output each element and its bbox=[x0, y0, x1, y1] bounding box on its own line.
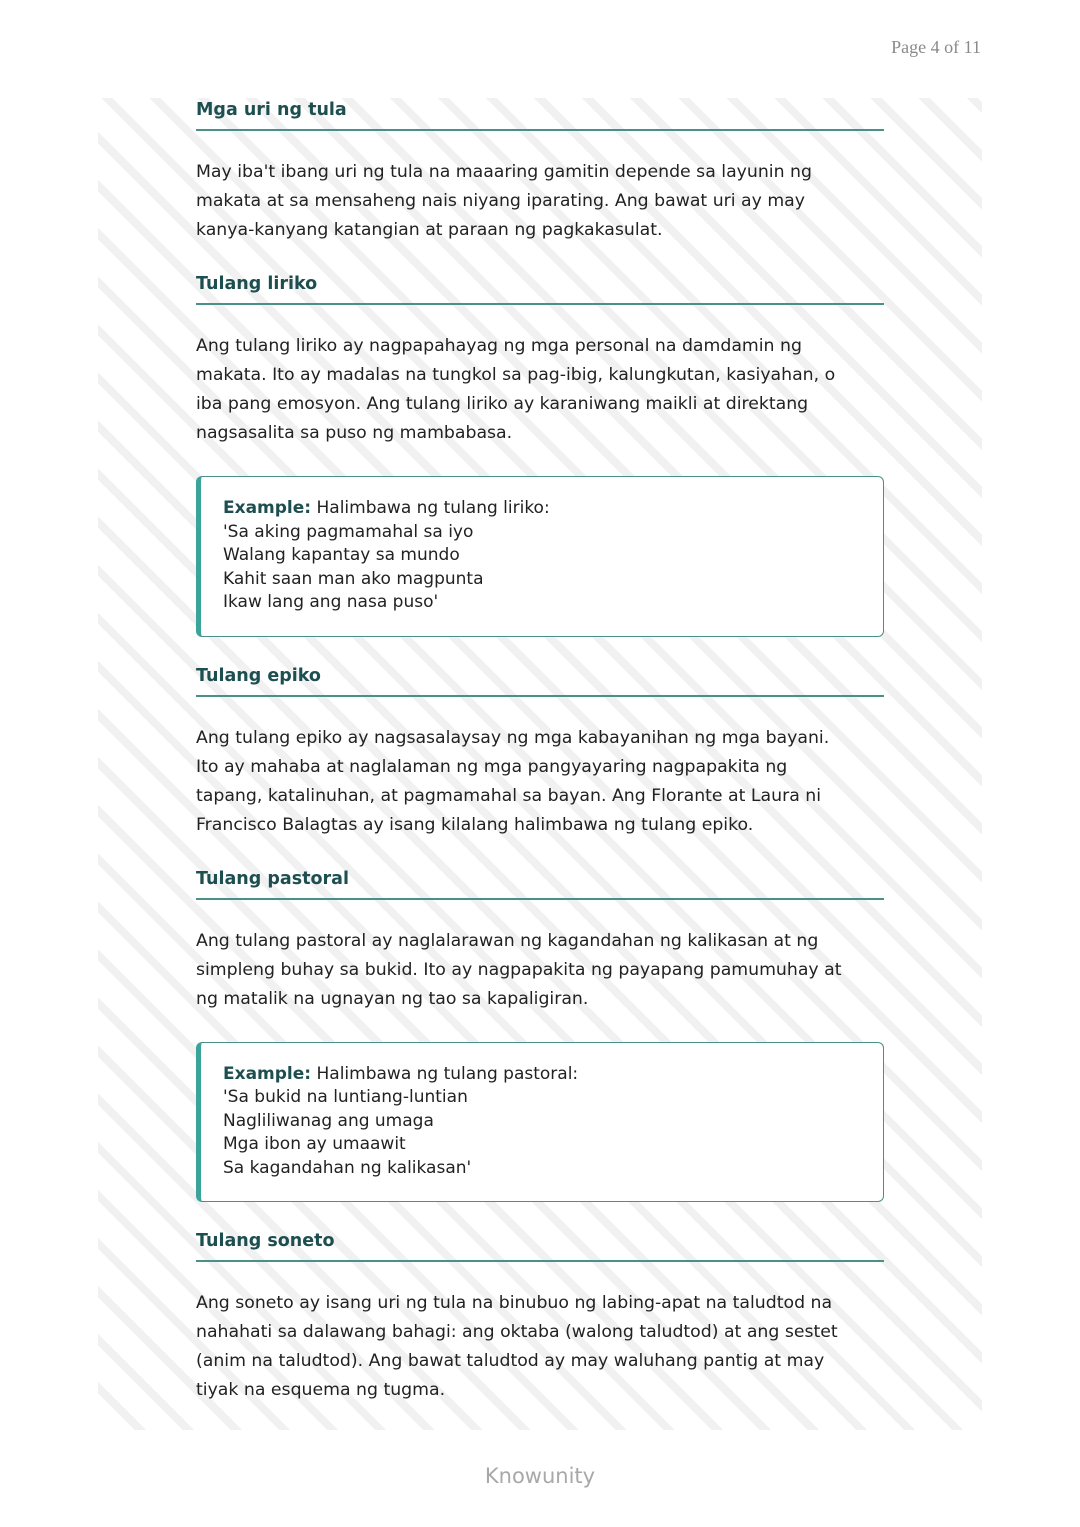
paragraph bbox=[196, 158, 884, 245]
example-box bbox=[196, 476, 884, 637]
paragraph-line: kanya-kanyang katangian at paraan ng pagkakasulat. bbox=[196, 220, 663, 240]
paragraph bbox=[196, 724, 884, 840]
paragraph-line: Francisco Balagtas ay isang kilalang halimbawa ng tulang epiko. bbox=[196, 814, 754, 835]
paragraph-line: iba pang emosyon. Ang tulang liriko ay karaniwang maikli at direktang bbox=[196, 394, 809, 414]
example-line: Nagliliwanag ang umaga bbox=[223, 1110, 434, 1131]
paragraph-line: tapang, katalinuhan, at pagmamahal sa bayan. Ang Florante at Laura ni bbox=[196, 785, 822, 806]
example-line: 'Sa aking pagmamahal sa iyo bbox=[223, 521, 474, 542]
paragraph bbox=[196, 332, 884, 448]
paragraph-line: May iba't ibang uri ng tula na maaaring gamitin depende sa layunin ng bbox=[196, 162, 812, 182]
page-number: Page 4 of 11 bbox=[891, 37, 981, 57]
example-line: Walang kapantay sa mundo bbox=[223, 545, 460, 565]
example-box bbox=[196, 1042, 884, 1203]
example-label: Example: bbox=[223, 498, 312, 518]
paragraph bbox=[196, 1289, 884, 1405]
section-tulang-liriko bbox=[196, 273, 884, 637]
section-heading: Mga uri ng tula bbox=[196, 99, 884, 131]
paragraph-line: nagsasalita sa puso ng mambabasa. bbox=[196, 423, 513, 443]
example-line: Mga ibon ay umaawit bbox=[223, 1134, 406, 1154]
section-heading: Tulang pastoral bbox=[196, 868, 884, 900]
paragraph-line: simpleng buhay sa bukid. Ito ay nagpapakita ng payapang pamumuhay at bbox=[196, 959, 842, 980]
paragraph-line: Ang tulang liriko ay nagpapahayag ng mga personal na damdamin ng bbox=[196, 336, 802, 356]
document-content bbox=[196, 99, 884, 1433]
paragraph-line: Ito ay mahaba at naglalaman ng mga pangyayaring nagpapakita ng bbox=[196, 756, 788, 777]
paragraph bbox=[196, 927, 884, 1014]
section-tulang-epiko bbox=[196, 665, 884, 840]
example-intro-text: Halimbawa ng tulang liriko: bbox=[311, 498, 550, 518]
example-line: Kahit saan man ako magpunta bbox=[223, 568, 484, 589]
section-heading: Tulang soneto bbox=[196, 1230, 884, 1262]
paragraph-line: nahahati sa dalawang bahagi: ang oktaba (walong taludtod) at ang sestet bbox=[196, 1322, 838, 1342]
section-heading: Tulang epiko bbox=[196, 665, 884, 697]
example-line: Sa kagandahan ng kalikasan' bbox=[223, 1157, 472, 1178]
paragraph-line: makata. Ito ay madalas na tungkol sa pag-ibig, kalungkutan, kasiyahan, o bbox=[196, 365, 836, 385]
paragraph-line: Ang soneto ay isang uri ng tula na binubuo ng labing-apat na taludtod na bbox=[196, 1293, 833, 1313]
paragraph-line: ng matalik na ugnayan ng tao sa kapaligiran. bbox=[196, 988, 589, 1009]
example-line: 'Sa bukid na luntiang-luntian bbox=[223, 1087, 468, 1107]
example-intro bbox=[223, 1063, 863, 1087]
paragraph-line: Ang tulang epiko ay nagsasalaysay ng mga kabayanihan ng mga bayani. bbox=[196, 727, 830, 748]
paragraph-line: Ang tulang pastoral ay naglalarawan ng kagandahan ng kalikasan at ng bbox=[196, 930, 819, 951]
paragraph-line: (anim na taludtod). Ang bawat taludtod ay may waluhang pantig at may bbox=[196, 1351, 825, 1371]
paragraph-line: tiyak na esquema ng tugma. bbox=[196, 1380, 446, 1400]
footer-brand: Knowunity bbox=[484, 1464, 596, 1488]
example-intro bbox=[223, 497, 863, 521]
section-heading: Tulang liriko bbox=[196, 273, 884, 305]
section-mga-uri-ng-tula bbox=[196, 99, 884, 245]
section-tulang-pastoral bbox=[196, 868, 884, 1203]
example-line: Ikaw lang ang nasa puso' bbox=[223, 592, 439, 612]
paragraph-line: makata at sa mensaheng nais niyang iparating. Ang bawat uri ay may bbox=[196, 191, 806, 211]
example-intro-text: Halimbawa ng tulang pastoral: bbox=[311, 1063, 579, 1084]
example-label: Example: bbox=[223, 1063, 312, 1084]
section-tulang-soneto bbox=[196, 1230, 884, 1405]
